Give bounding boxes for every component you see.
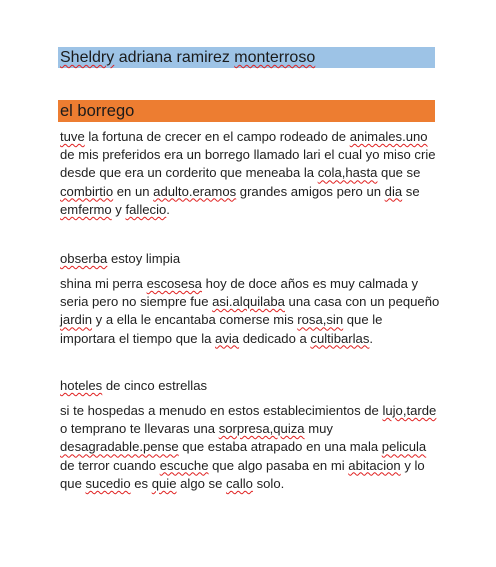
spelling-flagged-word: cultibarlas [310, 330, 370, 346]
spelling-flagged-word: adulto.eramos [153, 183, 237, 199]
spelling-flagged-word: quie [151, 475, 177, 491]
spelling-flagged-word: sucedio [85, 475, 131, 491]
spelling-flagged-word: dia [384, 183, 403, 199]
spelling-flagged-word: combirtio [60, 183, 114, 199]
spelling-flagged-word: avia [215, 330, 240, 346]
subheading-3: hoteles de cinco estrellas [60, 378, 208, 393]
spelling-flagged-word: animales.uno [349, 129, 428, 144]
spelling-flagged-word: emfermo [60, 201, 112, 217]
spelling-flagged-word: Sheldry [60, 49, 115, 66]
spelling-flagged-word: monterroso [234, 49, 316, 66]
spelling-flagged-word: escosesa [146, 276, 202, 291]
spelling-flagged-word: asi.alquilaba [212, 294, 285, 310]
spelling-flagged-word: obserba [60, 251, 108, 266]
paragraph-2: shina mi perra escosesa hoy de doce años es muy calmada y seria pero no siempre fue asi.alquilaba una casa con un pequeño jardin y a ella le encantaba comerse mis rosa,sin que le importara el tiempo que la avia dedicado a cultibarlas. [60, 276, 440, 346]
paragraph-3: si te hospedas a menudo en estos establecimientos de lujo,tarde o temprano te llevaras una sorpresa,quiza muy desagradable.pense que estaba atrapado en una mala pelicula de terror cuando escuche que algo pasaba en mi abitacion y lo que sucedio es quie algo se callo solo. [60, 403, 437, 491]
subheading-2: obserba estoy limpia [60, 251, 181, 266]
spelling-flagged-word: fallecio [125, 201, 167, 217]
spelling-flagged-word: desagradable.pense [60, 439, 179, 455]
spelling-flagged-word: lujo,tarde [382, 403, 437, 418]
spelling-flagged-word: tuve [60, 129, 85, 144]
spelling-flagged-word: hoteles [60, 378, 103, 393]
spelling-flagged-word: rosa,sin [297, 312, 344, 328]
spelling-flagged-word: pelicula [381, 439, 427, 455]
spelling-flagged-word: escuche [159, 457, 209, 473]
paragraph-1: tuve la fortuna de crecer en el campo rodeado de animales.uno de mis preferidos era un borrego llamado lari el cual yo miso crie desde que era un corderito que meneaba la cola,hasta que se combirtio en un adulto.eramos grandes amigos pero un dia se emfermo y fallecio. [60, 129, 436, 217]
spelling-flagged-word: callo [226, 475, 253, 491]
spelling-flagged-word: cola,hasta [317, 165, 378, 181]
author-name-heading: Sheldry adriana ramirez monterroso [58, 47, 435, 68]
story-title-heading: el borrego [58, 100, 435, 122]
spelling-flagged-word: abitacion [348, 457, 401, 473]
spelling-flagged-word: sorpresa,quiza [218, 421, 305, 437]
spelling-flagged-word: jardin [60, 312, 93, 328]
